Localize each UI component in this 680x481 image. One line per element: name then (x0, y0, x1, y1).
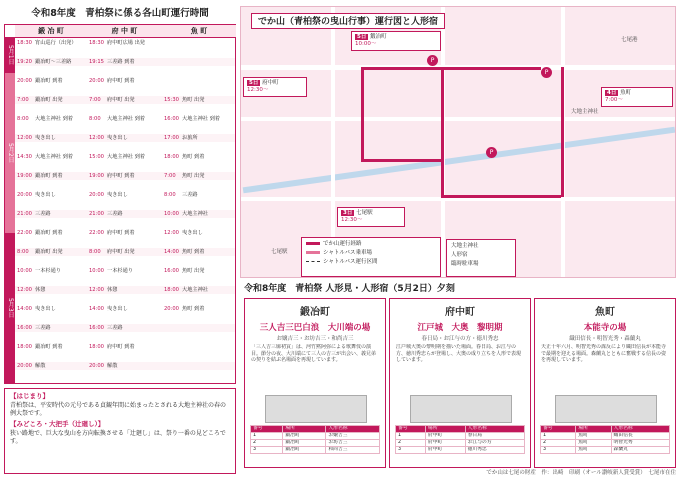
schedule-row (15, 248, 235, 256)
schedule-time: 18:00 (17, 344, 32, 350)
schedule-event: 大地主神社 (182, 287, 208, 293)
schedule-time: 16:00 (164, 268, 179, 274)
schedule-time: 10:00 (164, 211, 179, 217)
card-sub: 春日局・お江与の方・徳川秀忠 (421, 336, 499, 342)
schedule-time: 21:00 (89, 211, 104, 217)
schedule-event: 三差路 (182, 192, 198, 198)
header-fuchumachi: 府 中 町 (87, 25, 162, 38)
schedule-time: 22:00 (89, 230, 104, 236)
schedule-time: 21:00 (17, 211, 32, 217)
header-uomachi: 魚 町 (162, 25, 236, 38)
schedule-event: 休憩 (107, 287, 118, 293)
schedule-time: 12:00 (164, 230, 179, 236)
schedule-time: 19:20 (17, 59, 32, 65)
card-stage: 江戸城 大奥 黎明期 (417, 323, 503, 333)
card-desc: 「三人吉三廓初買」は、河竹黙阿弥による歌舞伎の演目。節分の夜、大川端にて三人の吉三が出会い、義兄弟の契りを結ぶ名場面を再現しています。 (251, 344, 377, 364)
schedule-time: 12:00 (89, 287, 104, 293)
schedule-event: 曳き出し (107, 192, 128, 198)
schedule-time: 20:00 (17, 192, 32, 198)
map-legend: でか山運行経路 シャトルバス乗車場 シャトルバス運行区間 (301, 237, 441, 277)
schedule-row (15, 362, 235, 370)
schedule-row (15, 286, 235, 294)
schedule-time: 10:00 (89, 268, 104, 274)
card-desc: 天正十年六月、明智光秀の謀反により織田信長が本能寺で最期を迎える場面。森蘭丸とともに奮戦する信長の姿を再現しています。 (541, 344, 667, 364)
schedule-time: 18:00 (164, 154, 179, 160)
schedule-event: 三差路 (35, 211, 51, 217)
schedule-time: 22:00 (17, 230, 32, 236)
schedule-time: 15:30 (164, 97, 179, 103)
schedule-event: 曳き出し (107, 306, 128, 312)
schedule-time: 8:00 (164, 192, 176, 198)
notes-text: 狭い路地で、巨大な曳山を方向転換させる「辻廻し」は、祭り一番の見どころです。 (10, 430, 226, 445)
schedule-time: 19:00 (17, 173, 32, 179)
schedule-event: 一本杉通り (35, 268, 61, 274)
schedule-event: 府中町 出発 (107, 249, 135, 255)
schedule-time: 17:00 (164, 135, 179, 141)
schedule-time: 14:30 (17, 154, 32, 160)
schedule-event: 府中町 到着 (107, 78, 135, 84)
schedule-event: 府中町 到着 (107, 344, 135, 350)
schedule-event: 三差路 到着 (107, 59, 135, 65)
notes-box (4, 388, 236, 474)
stage-card-fuchumachi (389, 298, 531, 468)
schedule-event: 三差路 (35, 325, 51, 331)
schedule-event: 魚町 到着 (182, 154, 205, 160)
schedule-event: 魚町 出発 (182, 173, 205, 179)
schedule-time: 14:00 (89, 306, 104, 312)
schedule-event: 曳き出し (35, 192, 56, 198)
schedule-event: 魚町 到着 (182, 306, 205, 312)
doll-photo (555, 395, 657, 423)
schedule-time: 20:00 (17, 78, 32, 84)
schedule-table (4, 24, 236, 384)
schedule-time: 7:00 (17, 97, 29, 103)
schedule-event: 魚町 出発 (182, 268, 205, 274)
schedule-event: 鍛冶町 出発 (35, 97, 63, 103)
map-pin: P (486, 147, 497, 158)
card-stage: 三人吉三巴白浪 大川端の場 (259, 323, 371, 333)
stage-card-uomachi (534, 298, 676, 468)
schedule-event: 曳き出し (182, 230, 203, 236)
info-box: 4日 魚町 7:00〜 (601, 87, 673, 107)
schedule-event: 府中町広場 出発 (107, 40, 145, 46)
schedule-event: 大地主神社 (182, 211, 208, 217)
schedule-event: 鍛冶町 到着 (35, 173, 63, 179)
day-label: 5月3日 (5, 233, 15, 383)
stage-card-kajimachi (244, 298, 386, 468)
schedule-time: 8:00 (17, 249, 29, 255)
schedule-event: お旅所 (182, 135, 198, 141)
schedule-time: 7:00 (89, 97, 101, 103)
schedule-event: 曳き出し (35, 306, 56, 312)
info-box: 5日 府中町 12:30〜 (243, 77, 307, 97)
notes-text: 青柏祭は、平安時代の元号である貞観年間に始まったとされる大地主神社の春の例大祭です。 (10, 402, 227, 417)
schedule-time: 16:00 (17, 325, 32, 331)
schedule-row (15, 58, 235, 66)
card-town-name: 鍛冶町 (300, 307, 330, 318)
day-label: 5月2日 (5, 73, 15, 233)
schedule-time: 20:00 (164, 306, 179, 312)
schedule-time: 20:00 (89, 192, 104, 198)
schedule-row (15, 324, 235, 332)
info-box: 3日 七尾駅 12:30〜 (337, 207, 405, 227)
schedule-row (15, 115, 235, 123)
schedule-time: 8:00 (89, 249, 101, 255)
map-label: 大地主神社 (571, 109, 599, 115)
schedule-time: 14:00 (17, 306, 32, 312)
schedule-event: 解散 (107, 363, 118, 369)
schedule-event: 鍛冶町 出発 (35, 249, 63, 255)
schedule-event: 鍛冶町〜三差路 (35, 59, 72, 65)
schedule-time: 18:30 (89, 40, 104, 46)
map-pin: P (541, 67, 552, 78)
card-sub: お嬢吉三・お坊吉三・和尚吉三 (276, 336, 354, 342)
schedule-event: 三差路 (107, 211, 123, 217)
schedule-event: 魚町 到着 (182, 249, 205, 255)
schedule-row (15, 96, 235, 104)
schedule-event: 府中町 出発 (107, 97, 135, 103)
map-legend: 大地主神社 人形宿 臨時駐車場 (446, 239, 516, 277)
schedule-time: 19:00 (89, 173, 104, 179)
schedule-time: 7:00 (164, 173, 176, 179)
schedule-row (15, 210, 235, 218)
schedule-title: 令和8年度 青柏祭に係る各山町運行時間 (31, 8, 209, 19)
schedule-time: 8:00 (89, 116, 101, 122)
schedule-row (15, 305, 235, 313)
doll-photo (410, 395, 512, 423)
doll-photo (265, 395, 367, 423)
schedule-time: 16:00 (164, 116, 179, 122)
schedule-event: 一本杉通り (107, 268, 133, 274)
schedule-row (15, 343, 235, 351)
doll-table: 番号 場所 人形名称 1 魚町 織田信長 2 魚町 明智光秀 3 魚町 森蘭丸 (540, 425, 670, 454)
schedule-event: 大地主神社 到着 (182, 116, 220, 122)
schedule-time: 12:00 (17, 287, 32, 293)
credit-line: でか山は七尾の財産 作：出崎 印刷（オール讃岐新人賞受賞） 七尾市在住 (486, 470, 676, 476)
schedule-event: 鍛冶町 到着 (35, 78, 63, 84)
card-town-name: 府中町 (445, 307, 475, 318)
header-kajimachi: 鍛 冶 町 (15, 25, 87, 38)
schedule-event: 鍛冶町 到着 (35, 230, 63, 236)
notes-heading: 【はじまり】 (10, 392, 49, 400)
schedule-event: 大地主神社 到着 (107, 116, 145, 122)
schedule-event: 大地主神社 到着 (35, 154, 73, 160)
card-town-name: 魚町 (595, 307, 615, 318)
schedule-event: 大地主神社 到着 (107, 154, 145, 160)
map-label: 七尾港 (621, 37, 638, 43)
schedule-time: 14:00 (164, 249, 179, 255)
map-title: でか山（青柏祭の曳山行事）運行図と人形宿 (251, 13, 445, 29)
schedule-row (15, 77, 235, 85)
schedule-event: 府中町 到着 (107, 173, 135, 179)
schedule-time: 19:15 (89, 59, 104, 65)
schedule-event: 休憩 (35, 287, 46, 293)
schedule-event: 曳き出し (35, 135, 56, 141)
schedule-time: 20:00 (89, 78, 104, 84)
map-label: 七尾駅 (271, 249, 288, 255)
map-pin: P (427, 55, 438, 66)
stage-title: 令和8年度 青柏祭 人形見・人形宿（5月2日）夕刻 (244, 284, 455, 294)
schedule-row (15, 39, 235, 47)
schedule-time: 20:00 (17, 363, 32, 369)
schedule-row (15, 134, 235, 142)
schedule-time: 20:00 (89, 363, 104, 369)
schedule-event: 鍛冶町 到着 (35, 344, 63, 350)
schedule-panel (4, 6, 236, 474)
schedule-row (15, 153, 235, 161)
schedule-event: 曳き出し (107, 135, 128, 141)
schedule-time: 18:30 (17, 40, 32, 46)
schedule-time: 18:00 (164, 287, 179, 293)
schedule-row (15, 229, 235, 237)
card-stage: 本能寺の場 (583, 323, 627, 333)
schedule-time: 12:00 (89, 135, 104, 141)
doll-table: 番号 場所 人形名称 1 府中町 春日局 2 府中町 お江与の方 3 府中町 徳川秀忠 (395, 425, 525, 454)
schedule-row (15, 191, 235, 199)
day-label: 5月1日 (5, 37, 15, 73)
card-sub: 織田信長・明智光秀・森蘭丸 (569, 336, 641, 342)
schedule-time: 10:00 (17, 268, 32, 274)
schedule-rows (5, 39, 235, 383)
doll-table: 番号 場所 人形名称 1 鍛冶町 お嬢吉三 2 鍛冶町 お坊吉三 3 鍛冶町 和尚吉三 (250, 425, 380, 454)
schedule-event: 宵山巡行（出発） (35, 40, 77, 46)
info-box: 5日 鍛冶町 10:00〜 (351, 31, 441, 51)
schedule-row (15, 267, 235, 275)
schedule-time: 18:00 (89, 344, 104, 350)
notes-heading: 【みどころ・大把手（辻廻し）】 (10, 420, 105, 428)
schedule-time: 16:00 (89, 325, 104, 331)
schedule-event: 三差路 (107, 325, 123, 331)
schedule-time: 12:00 (17, 135, 32, 141)
schedule-row (15, 172, 235, 180)
schedule-time: 15:00 (89, 154, 104, 160)
card-desc: 江戸城大奥の黎明期を描いた場面。春日局、お江与の方、徳川秀忠らが登場し、大奥の成り立ちを人形で表現しています。 (396, 344, 522, 364)
schedule-event: 解散 (35, 363, 46, 369)
schedule-event: 魚町 出発 (182, 97, 205, 103)
route-map (240, 6, 676, 278)
schedule-event: 大地主神社 到着 (35, 116, 73, 122)
schedule-event: 府中町 到着 (107, 230, 135, 236)
schedule-time: 8:00 (17, 116, 29, 122)
